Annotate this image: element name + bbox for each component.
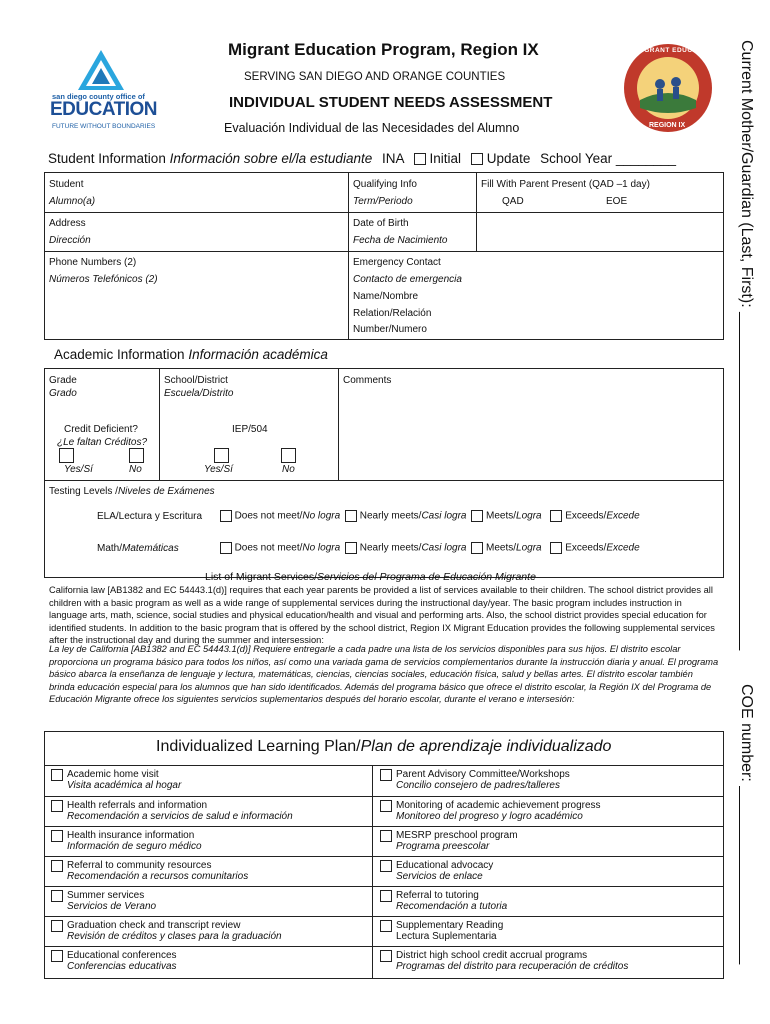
initial-checkbox[interactable]: [414, 153, 426, 165]
sdcoe-logo: [48, 48, 158, 134]
fill-parent-label: Fill With Parent Present (QAD –1 day): [481, 179, 650, 190]
logo-line1: san diego county office of: [52, 92, 145, 101]
ilp-right-checkbox[interactable]: [380, 860, 392, 872]
academic-heading: Academic Information Información académica: [54, 347, 328, 362]
phone-label: Phone Numbers (2): [49, 257, 137, 268]
credit-label: Credit Deficient?: [64, 424, 138, 435]
ilp-left-checkbox[interactable]: [51, 830, 63, 842]
address-label: Address: [49, 218, 86, 229]
qad-label: QAD: [502, 196, 524, 207]
sdcoe-logo-icon: [48, 48, 154, 98]
ela-nearly-checkbox[interactable]: [345, 510, 357, 522]
credit-no-label: No: [129, 464, 142, 475]
iep-no-label: No: [282, 464, 295, 475]
iep-yes-label: Yes/Sí: [204, 464, 233, 475]
ela-row: ELA/Lectura y Escritura Does not meet/No logra Nearly meets/Casi logra Meets/Logra Exceeds/Excede: [97, 510, 640, 522]
iep-no-checkbox[interactable]: [281, 448, 296, 463]
ilp-left-checkbox[interactable]: [51, 769, 63, 781]
address-label-es: Dirección: [49, 235, 91, 246]
grade-label: Grade: [49, 375, 77, 386]
coe-side-label: COE number: ____________________: [738, 684, 755, 965]
guardian-side-label: Current Mother/Guardian (Last, First): ______________________________________: [738, 40, 755, 651]
iep-label: IEP/504: [232, 424, 268, 435]
credit-yes-checkbox[interactable]: [59, 448, 74, 463]
ilp-left-checkbox[interactable]: [51, 920, 63, 932]
math-exceeds-checkbox[interactable]: [550, 542, 562, 554]
ela-exceeds-checkbox[interactable]: [550, 510, 562, 522]
math-nearly-checkbox[interactable]: [345, 542, 357, 554]
grade-label-es: Grado: [49, 388, 77, 399]
comments-label: Comments: [343, 375, 392, 386]
ela-does-not-checkbox[interactable]: [220, 510, 232, 522]
student-info-heading: Student Information Información sobre el/la estudiante INA Initial Update School Year ________: [48, 151, 676, 166]
form-title: INDIVIDUAL STUDENT NEEDS ASSESSMENT: [229, 94, 553, 111]
math-meets-checkbox[interactable]: [471, 542, 483, 554]
ilp-left-checkbox[interactable]: [51, 800, 63, 812]
school-label-es: Escuela/Distrito: [164, 388, 234, 399]
name-label: Name/Nombre: [353, 291, 419, 302]
serving-line: SERVING SAN DIEGO AND ORANGE COUNTIES: [244, 71, 506, 83]
phone-label-es: Números Telefónicos (2): [49, 274, 158, 285]
dob-label-es: Fecha de Nacimiento: [353, 235, 448, 246]
ilp-right-checkbox[interactable]: [380, 769, 392, 781]
relation-label: Relation/Relación: [353, 308, 432, 319]
logo-tagline: FUTURE WITHOUT BOUNDARIES: [52, 123, 156, 130]
iep-yes-checkbox[interactable]: [214, 448, 229, 463]
ilp-right-checkbox[interactable]: [380, 920, 392, 932]
ilp-left-checkbox[interactable]: [51, 890, 63, 902]
services-heading: List of Migrant Services/Servicios del Programa de Educación Migrante: [205, 571, 536, 583]
math-does-not-checkbox[interactable]: [220, 542, 232, 554]
school-label: School/District: [164, 375, 228, 386]
credit-no-checkbox[interactable]: [129, 448, 144, 463]
term-label: Term/Periodo: [353, 196, 413, 207]
eoe-label: EOE: [606, 196, 628, 207]
update-checkbox[interactable]: [471, 153, 483, 165]
math-row: Math/Matemáticas Does not meet/No logra Nearly meets/Casi logra Meets/Logra Exceeds/Excede: [97, 542, 640, 554]
number-label: Number/Numero: [353, 324, 427, 335]
dob-label: Date of Birth: [353, 218, 409, 229]
student-label: Student: [49, 179, 84, 190]
seal-icon: [622, 42, 714, 134]
migrant-education-seal: [622, 42, 714, 134]
qualifying-label: Qualifying Info: [353, 179, 417, 190]
seal-top-text: MIGRANT EDUCATION: [636, 47, 715, 54]
ilp-right-checkbox[interactable]: [380, 890, 392, 902]
emergency-label: Emergency Contact: [353, 257, 441, 268]
seal-bottom-text: REGION IX: [649, 122, 686, 129]
credit-yes-label: Yes/Sí: [64, 464, 93, 475]
ilp-heading: Individualized Learning Plan/Plan de aprendizaje individualizado: [156, 738, 612, 755]
student-label-es: Alumno(a): [49, 196, 96, 207]
services-paragraph-es: La ley de California [AB1382 and EC 54443.1(d)] Requiere entregarle a cada padre una lista de los servicios disponibles para sus hijos. El distrito escolar proporciona un programa básico para todos los niños, así como una variada gama de servicios complementarios durante la instrucción diaria y anual. El programa básico abarca la enseñanza de lenguaje y lectura, matemáticas, ciencias, ciencias sociales, educación física, salud y bellas artes. El distrito escolar también brinda educación especial para los alumnos que han sido identificados. Además del programa básico que ofrece el distrito escolar, la Región IX del Programa de Educación Migrante ofrece los siguientes servicios suplementarios después del horario escolar, durante el verano e intersesión:: [49, 644, 719, 705]
ilp-right-checkbox[interactable]: [380, 950, 392, 962]
ela-meets-checkbox[interactable]: [471, 510, 483, 522]
emergency-label-es: Contacto de emergencia: [353, 274, 462, 285]
testing-label: Testing Levels /Niveles de Exámenes: [49, 486, 215, 497]
logo-line2: EDUCATION: [50, 99, 158, 120]
services-paragraph-en: California law [AB1382 and EC 54443.1(d)] requires that each year parents be provided a list of services available to their children. The school district provides all children with a basic program as well as a wide range of supplemental services during the instructional day/year. The basic program includes instruction in language arts, math, science, social studies and physical education/health and visual and performing arts. Also, the school district provides special education for identified students. In addition to the basic program that is offered by the school district, Region IX Migrant Education provides the following supplemental services after the instructional day and during the summer and intersession:: [49, 585, 715, 646]
credit-label-es: ¿Le faltan Créditos?: [57, 437, 148, 448]
ilp-right-checkbox[interactable]: [380, 830, 392, 842]
form-title-es: Evaluación Individual de las Necesidades del Alumno: [224, 121, 520, 135]
ilp-left-checkbox[interactable]: [51, 860, 63, 872]
ilp-left-checkbox[interactable]: [51, 950, 63, 962]
program-title: Migrant Education Program, Region IX: [228, 40, 539, 59]
ilp-right-checkbox[interactable]: [380, 800, 392, 812]
